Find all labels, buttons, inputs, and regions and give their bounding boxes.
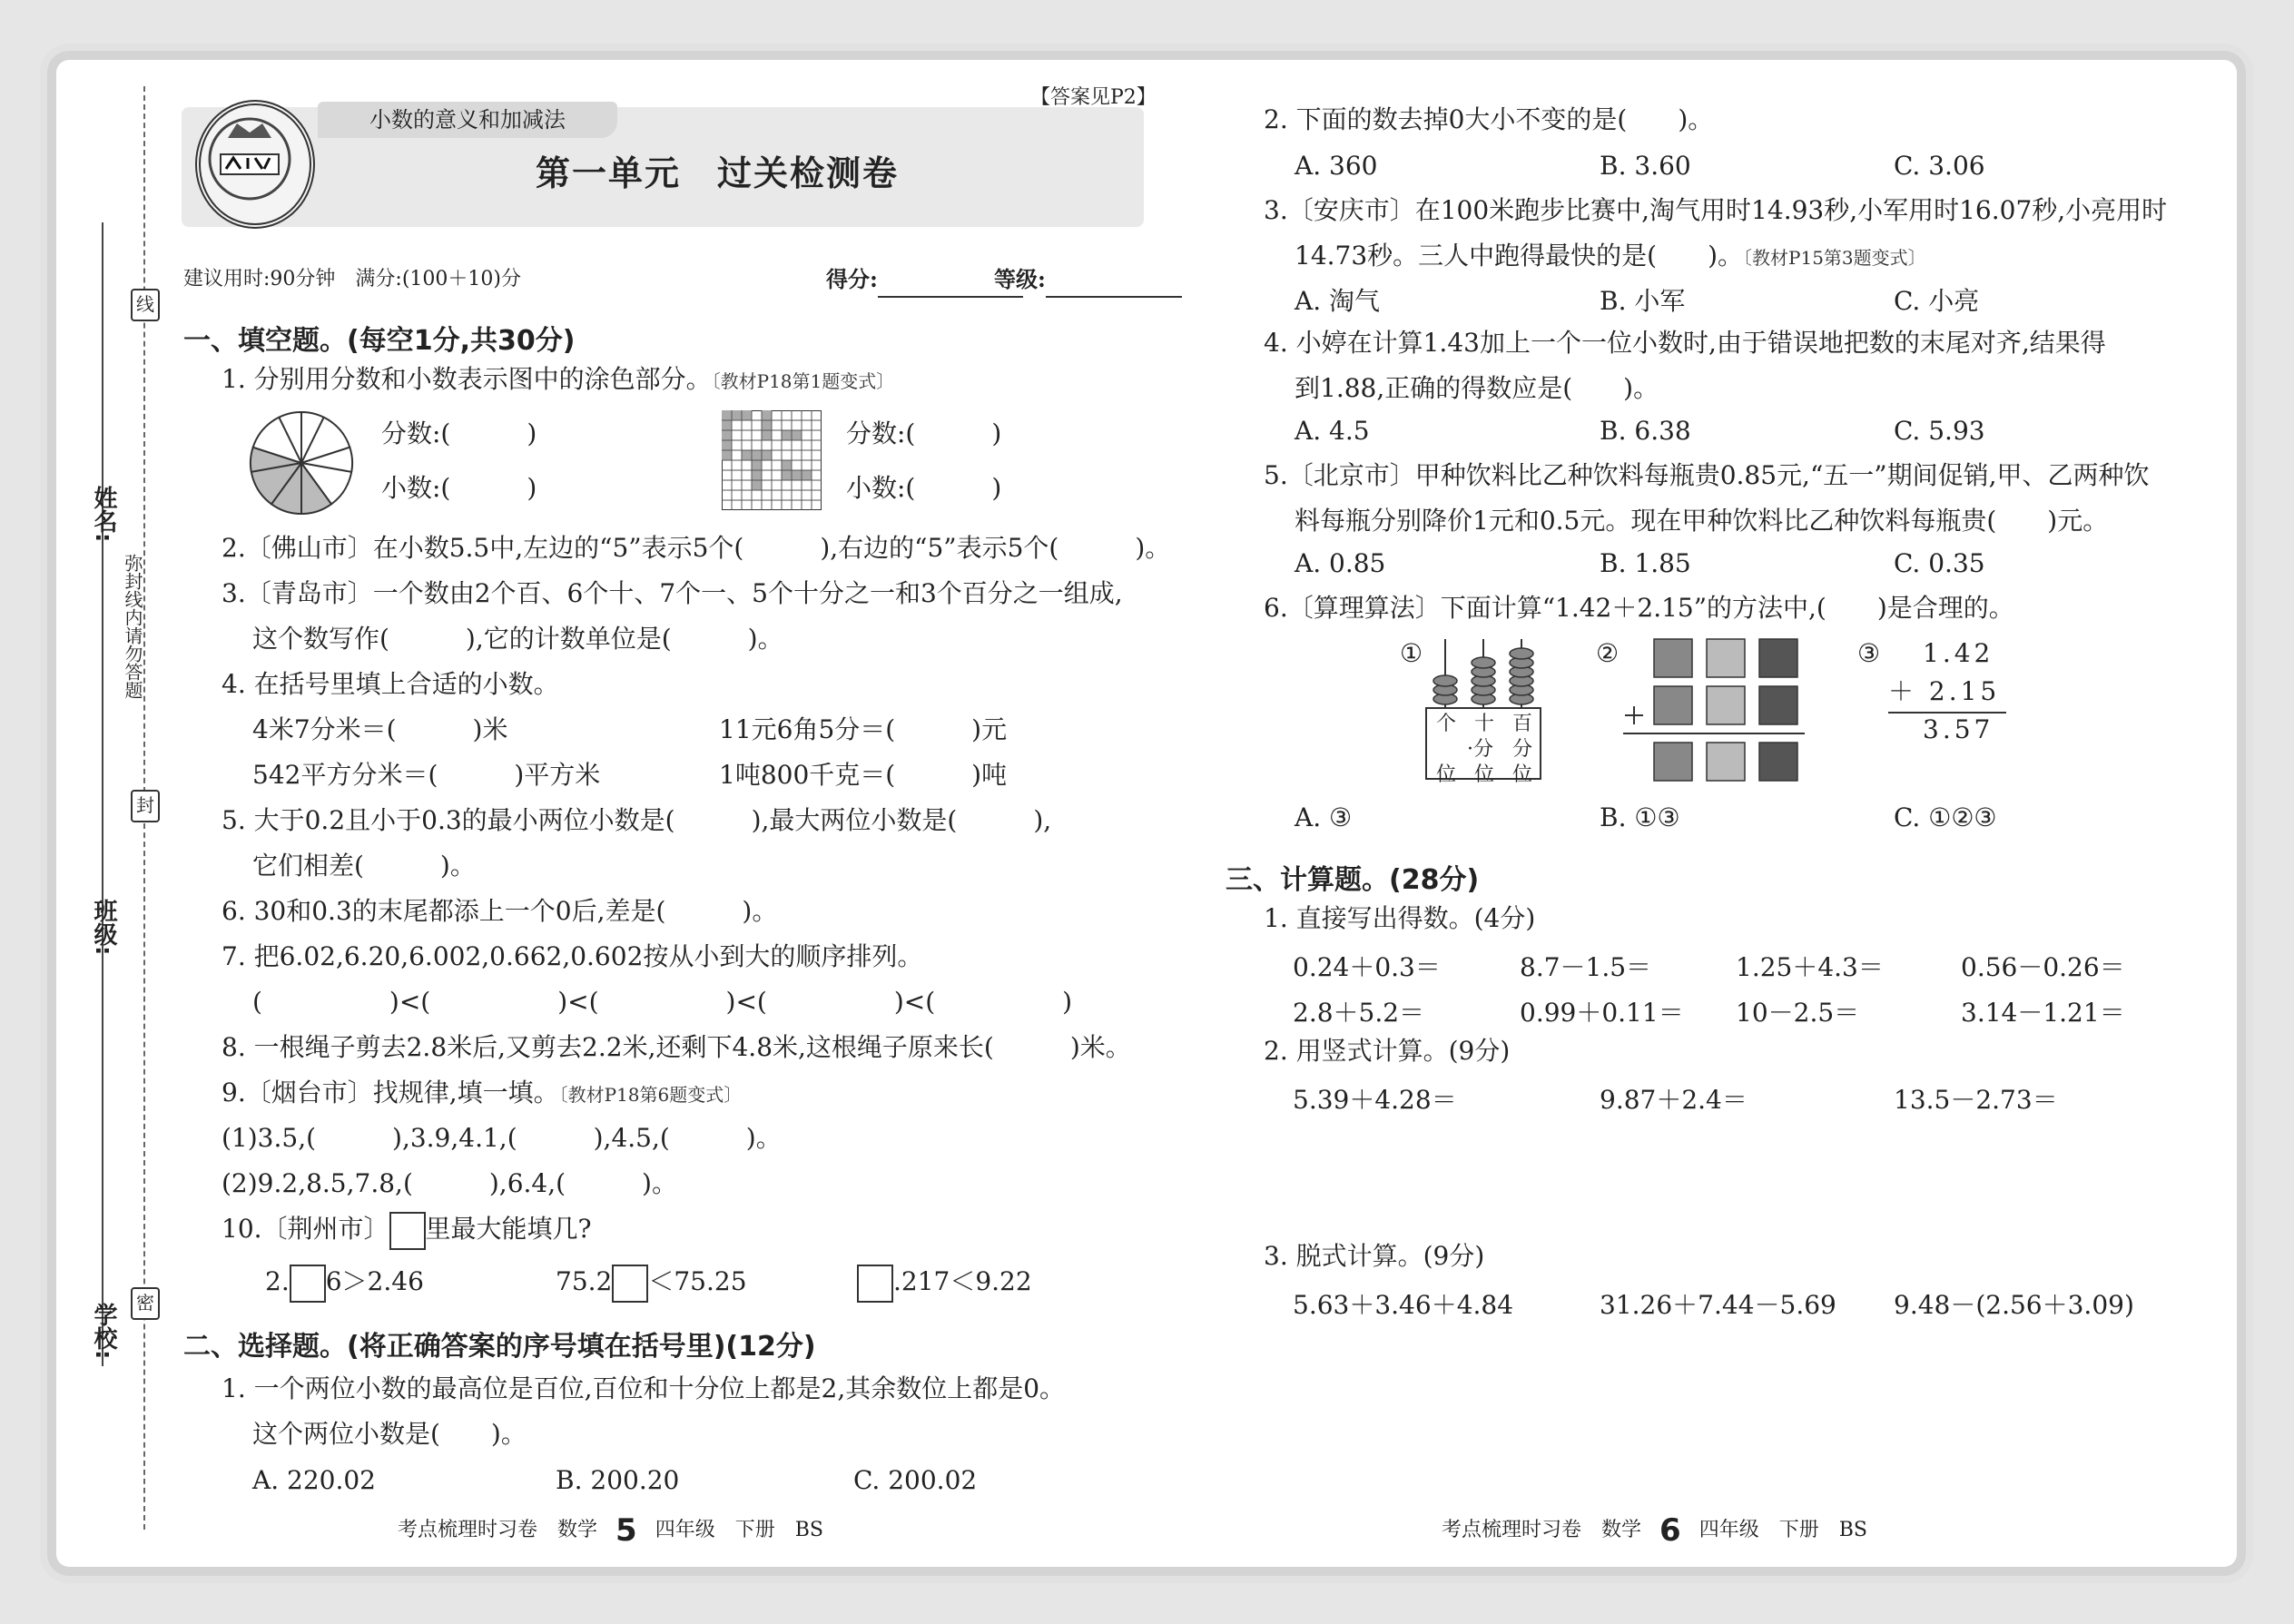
s2-q4-line2: 到1.88,正确的得数应是( )。 [1295,373,1659,403]
s1-q7: 7. 把6.02,6.20,6.002,0.662,0.602按从小到大的顺序排列。 [222,941,923,971]
s3-q1-item: 10－2.5＝ [1736,998,1860,1028]
section2-header: 二、选择题。(将正确答案的序号填在括号里)(12分) [183,1331,816,1363]
page-number: 6 [1659,1512,1681,1549]
s1-q4c: 542平方分米＝( )平方米 [252,760,601,790]
seal-note: 弥封线内请勿答题 [122,554,143,699]
s3-q3-item: 5.63＋3.46＋4.84 [1293,1290,1514,1320]
s2-q6-option-c: C. ①②③ [1894,802,1997,832]
s3-q2-item: 5.39＋4.28＝ [1293,1085,1457,1115]
s1-q10b: 75.2 ＜75.25 [556,1264,747,1303]
s3-q1-item: 1.25＋4.3＝ [1736,952,1884,982]
exam-page: 姓名: 班级: 学校: 弥封线内请勿答题 线 封 密 小数的意义和加减法 【答案见P2】 第一单元 过关检测卷 建议用时:90分钟 满分:(100＋10)分 得分: 等级: 一、填空题。(每空1分,共30分) 1. 分别用分数和小数表示图中的涂色部分。〔教材P18第1题变式〕 分数:( ) 小数:( ) 分数:( ) 小数:( ) 2.〔佛山市〕在小数5.5中,左边的“5”表示5个( ),右边的“5”表示5个( )。 3.〔青岛市〕一个数由2个百、6个十、7个一、5个十分之一和3个百分之一组成, 这个数写作( ),它的计数单位是( )。 4. 在括号里填上合适的小数。 4米7分米＝( )米 11元6角5分＝( )元 542平方分米＝( )平方米 1吨800千克＝( )吨 5. 大于0.2且小于0.3的最小两位小数是( ),最大两位小数是( ), 它们相差( )。 6. 30和0.3的末尾都添上一个0后,差是( )。 7. 把6.02,6.20,6.002,0.662,0.602按从小到大的顺序排列。 ( )<( )<( )<( )<( ) 8. 一根绳子剪去2.8米后,又剪去2.2米,还剩下4.8米,这根绳子原来长( )米。 9.〔烟台市〕找规律,填一填。〔教材P18第6题变式〕 (1)3.5,( ),3.9,4.1,( ),4.5,( )。 (2)9.2,8.5,7.8,( ),6.4,( )。 10.〔荆州市〕 里最大能填几? 2. 6＞2.46 75.2 ＜75.25 .217＜9.22 二、选择题。(将正确答案的序号填在括号里)(12分) 1. 一个两位小数的最高位是百位,百位和十分位上都是2,其余数位上都是0。 这个两位小数是( )。 A. 220.02 B. 200.20 C. 200.02 2. 下面的数去掉0大小不变的是( )。 A. 360 B. 3.60 C. 3.06 3.〔安庆市〕在100米跑步比赛中,淘气用时14.93秒,小军用时16.07秒,小亮用时 14.73秒。三人中跑得最快的是( )。〔教材P15第3题变式〕 A. 淘气 B. 小军 C. 小亮 4. 小婷在计算1.43加上一个一位小数时,由于错误地把数的末尾对齐,结果得 到1.88,正确的得数应是( )。 A. 4.5 B. 6.38 C. 5.93 5.〔北京市〕甲种饮料比乙种饮料每瓶贵0.85元,“五一”期间促销,甲、乙两种饮 料每瓶分别降价1元和0.5元。现在甲种饮料比乙种饮料每瓶贵( )元。 A. 0.85 B. 1.85 C. 0.35 6.〔算理算法〕下面计算“1.42＋2.15”的方法中,( )是合理的。 ① 个 十 百 ·分 分 位 位 位 ② ③ 1.42 ＋ 2.15 3.57 A. ③ B. ①③ C. ①②③ 三、计算题。(28分) 1. 直接写出得数。(4分) 0.24＋0.3＝ 8.7－1.5＝ 1.25＋4.3＝ 0.56－0.26＝ 2.8＋5.2＝ 0.99＋0.11＝ 10－2.5＝ 3.14－1.21＝ 2. 用竖式计算。(9分) 5.39＋4.28＝ 9.87＋2.4＝ 13.5－2.73＝ 3. 脱式计算。(9分) 5.63＋3.46＋4.84 31.26＋7.44－5.69 9.48－(2.56＋3.09) 考点梳理时习卷 数学 5 四年级 下册 BS 考点梳理时习卷 数学 6 四年级 下册 BS [0,0,2294,1624]
class-label: 班级: [90,899,117,956]
s3-q3-item: 31.26＋7.44－5.69 [1600,1290,1836,1320]
s1-q10a: 2. 6＞2.46 [265,1264,424,1303]
s1-q5-line2: 它们相差( )。 [252,851,476,881]
s3-q1-item: 3.14－1.21＝ [1961,998,2125,1028]
s1-q10: 10.〔荆州市〕 里最大能填几? [222,1211,592,1250]
s1-q7-blanks: ( )<( )<( )<( )<( ) [252,987,1073,1017]
time-score-info: 建议用时:90分钟 满分:(100＋10)分 [183,268,521,290]
answer-box [857,1265,893,1303]
answer-reference: 【答案见P2】 [1030,86,1157,109]
name-label: 姓名: [90,486,117,543]
s1-q4d: 1吨800千克＝( )吨 [719,760,1008,790]
s1-q2: 2.〔佛山市〕在小数5.5中,左边的“5”表示5个( ),右边的“5”表示5个( )。 [222,533,1171,563]
publisher-logo-icon [195,100,315,229]
q6-mark-3: ③ [1857,638,1881,668]
footer-right: 考点梳理时习卷 数学 6 四年级 下册 BS [1442,1512,1867,1549]
school-label: 学校: [90,1303,117,1360]
q6-vertical-sum: 3.57 [1923,714,1994,744]
s1-q6: 6. 30和0.3的末尾都添上一个0后,差是( )。 [222,896,778,926]
grid-diagram [722,410,822,510]
s2-q6-option-b: B. ①③ [1600,802,1680,832]
s3-q1-item: 0.56－0.26＝ [1961,952,2125,982]
s3-q1-item: 8.7－1.5＝ [1520,952,1652,982]
s1-q9b: (2)9.2,8.5,7.8,( ),6.4,( )。 [222,1168,677,1198]
s2-q1-line2: 这个两位小数是( )。 [252,1419,527,1449]
s3-q3-item: 9.48－(2.56＋3.09) [1894,1290,2134,1320]
seal-mark-mi: 密 [131,1287,160,1320]
s3-q1-item: 2.8＋5.2＝ [1293,998,1425,1028]
answer-box [389,1212,426,1250]
q6-vertical-addend2: ＋ 2.15 [1888,676,2001,706]
s2-q3-option-a: A. 淘气 [1295,286,1381,316]
s2-q5-option-a: A. 0.85 [1295,548,1386,578]
s1-q4a: 4米7分米＝( )米 [252,714,508,744]
s1-q9: 9.〔烟台市〕找规律,填一填。〔教材P18第6题变式〕 [222,1078,743,1107]
s3-q2-item: 9.87＋2.4＝ [1600,1085,1748,1115]
seal-mark-feng: 封 [131,790,160,822]
s2-q3-option-c: C. 小亮 [1894,286,1980,316]
s1-q1-decimal1: 小数:( ) [381,473,537,503]
s1-q10c: .217＜9.22 [857,1264,1032,1303]
s3-q2: 2. 用竖式计算。(9分) [1264,1036,1511,1066]
s2-q2-option-a: A. 360 [1295,151,1378,181]
section3-header: 三、计算题。(28分) [1226,864,1480,896]
s2-q4-option-c: C. 5.93 [1894,416,1985,446]
s2-q3-option-b: B. 小军 [1600,286,1686,316]
s2-q3-line1: 3.〔安庆市〕在100米跑步比赛中,淘气用时14.93秒,小军用时16.07秒,小亮用时 [1264,195,2168,225]
s3-q3: 3. 脱式计算。(9分) [1264,1241,1485,1271]
s1-q1-decimal2: 小数:( ) [846,473,1002,503]
s2-q2-option-c: C. 3.06 [1894,151,1985,181]
s3-q1-item: 0.24＋0.3＝ [1293,952,1441,982]
page-number: 5 [615,1512,637,1549]
grade-label: 等级: [994,261,1182,298]
s2-q2-option-b: B. 3.60 [1600,151,1691,181]
s2-q6-option-a: A. ③ [1295,802,1353,832]
s2-q1-option-c: C. 200.02 [853,1465,978,1495]
s2-q4-option-a: A. 4.5 [1295,416,1370,446]
unit-tag: 小数的意义和加减法 [318,102,617,138]
s1-q3-line2: 这个数写作( ),它的计数单位是( )。 [252,624,783,654]
s1-q8: 8. 一根绳子剪去2.8米后,又剪去2.2米,还剩下4.8米,这根绳子原来长( )米。 [222,1032,1131,1062]
blocks-diagram [1618,635,1808,790]
s3-q1: 1. 直接写出得数。(4分) [1264,903,1536,933]
s2-q5-line1: 5.〔北京市〕甲种饮料比乙种饮料每瓶贵0.85元,“五一”期间促销,甲、乙两种饮 [1264,460,2150,490]
s1-q1-fraction2: 分数:( ) [846,418,1002,448]
margin-rule [102,222,103,1366]
s2-q4-option-b: B. 6.38 [1600,416,1691,446]
seal-mark-xian: 线 [131,289,160,321]
s3-q1-item: 0.99＋0.11＝ [1520,998,1684,1028]
q6-mark-2: ② [1596,638,1620,668]
q6-vertical-addend1: 1.42 [1923,638,1994,668]
s1-q1-fraction1: 分数:( ) [381,418,537,448]
s2-q1-option-b: B. 200.20 [556,1465,680,1495]
s1-q5-line1: 5. 大于0.2且小于0.3的最小两位小数是( ),最大两位小数是( ), [222,805,1052,835]
s2-q5-line2: 料每瓶分别降价1元和0.5元。现在甲种饮料比乙种饮料每瓶贵( )元。 [1295,506,2109,536]
s1-q3-line1: 3.〔青岛市〕一个数由2个百、6个十、7个一、5个十分之一和3个百分之一组成, [222,578,1123,608]
s2-q2: 2. 下面的数去掉0大小不变的是( )。 [1264,104,1714,134]
s2-q6: 6.〔算理算法〕下面计算“1.42＋2.15”的方法中,( )是合理的。 [1264,593,2014,623]
section1-header: 一、填空题。(每空1分,共30分) [183,325,576,357]
page-title: 第一单元 过关检测卷 [536,153,900,193]
s2-q5-option-b: B. 1.85 [1600,548,1691,578]
s2-q1-option-a: A. 220.02 [252,1465,376,1495]
s1-q4: 4. 在括号里填上合适的小数。 [222,669,559,699]
s2-q4-line1: 4. 小婷在计算1.43加上一个一位小数时,由于错误地把数的末尾对齐,结果得 [1264,328,2106,358]
answer-box [612,1265,648,1303]
score-label: 得分: [826,261,1023,298]
footer-left: 考点梳理时习卷 数学 5 四年级 下册 BS [398,1512,823,1549]
q6-mark-1: ① [1400,638,1423,668]
s1-q1: 1. 分别用分数和小数表示图中的涂色部分。〔教材P18第1题变式〕 [222,364,895,394]
s2-q3-line2: 14.73秒。三人中跑得最快的是( )。〔教材P15第3题变式〕 [1295,241,1926,271]
s3-q2-item: 13.5－2.73＝ [1894,1085,2058,1115]
s1-q4b: 11元6角5分＝( )元 [719,714,1008,744]
answer-box [290,1265,326,1303]
pie-diagram [247,408,356,517]
s2-q5-option-c: C. 0.35 [1894,548,1985,578]
s1-q9a: (1)3.5,( ),3.9,4.1,( ),4.5,( )。 [222,1123,782,1153]
s2-q1-line1: 1. 一个两位小数的最高位是百位,百位和十分位上都是2,其余数位上都是0。 [222,1373,1066,1403]
